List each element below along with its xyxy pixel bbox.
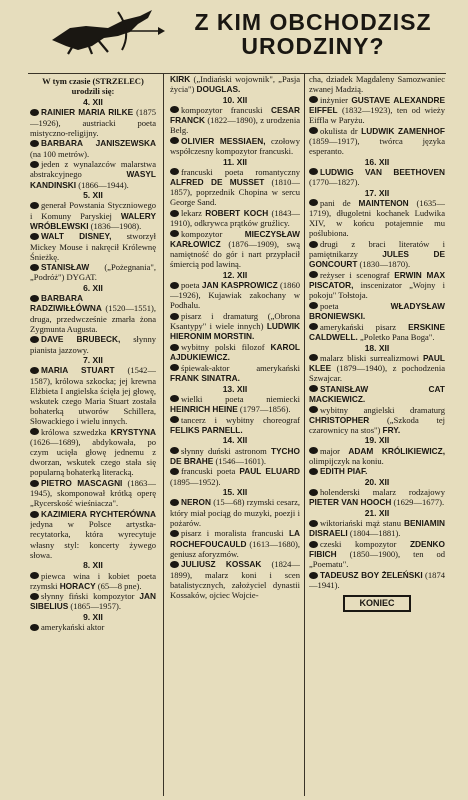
end-label: KONIEC [343, 595, 411, 612]
bullet-icon [309, 354, 318, 361]
entry: STANISŁAW CAT MACKIEWICZ. [309, 383, 445, 404]
date-heading: 15. XII [222, 487, 248, 498]
bullet-icon [170, 364, 179, 371]
entry: pisarz i dramaturg („Obrona Ksantypy" i wiele innych) LUDWIK HIERONIM MORSTIN. [170, 311, 300, 342]
entry: francuski poeta romantyczny ALFRED DE MUSSET (1810—1857), poprzednik Chopina w sercu George Sand. [170, 166, 300, 208]
bullet-icon [30, 511, 39, 518]
entry: OLIVIER MESSIAEN, czołowy współczesny kompozytor francuski. [170, 135, 300, 157]
bullet-icon [170, 447, 179, 454]
entry: słynny fiński kompozytor JAN SIBELIUS (1865—1957). [30, 591, 156, 612]
entry: JULIUSZ KOSSAK (1824—1899), malarz koni i scen batalistycznych, założyciel dynastii Kossaków, ojciec Wojcie- [170, 559, 300, 600]
entry: wielki poeta niemiecki HEINRICH HEINE (1797—1856). [170, 393, 300, 414]
bullet-icon [30, 264, 39, 271]
bullet-icon [170, 416, 179, 423]
archer-sagittarius-icon [48, 6, 166, 56]
bullet-icon [309, 168, 318, 175]
date-heading: 5. XII [83, 190, 103, 201]
entry: generał Powstania Styczniowego i Komuny Paryskiej WALERY WRÓBLEWSKI (1836—1908). [30, 200, 156, 231]
bullet-icon [170, 137, 179, 144]
page-title [178, 10, 448, 58]
date-heading: 21. XII [364, 508, 390, 519]
bullet-icon [309, 385, 318, 392]
date-heading: 6. XII [83, 283, 103, 294]
entry: PIETRO MASCAGNI (1863—1945), skomponował krótką operę „Rycerskość wieśniacza". [30, 478, 156, 509]
title-line-1: Z KIM OBCHODZISZ [194, 9, 432, 35]
entry: LUDWIG VAN BEETHOVEN (1770—1827). [309, 166, 445, 188]
bullet-icon [30, 109, 39, 116]
bullet-icon [170, 561, 179, 568]
bullet-icon [309, 271, 318, 278]
entry: MARIA STUART (1542—1587), królowa szkocka; jej krewna Elżbieta I angielska ścięła jej głowę, wskutek czego Maria Stuart została bohaterką utworów Schillera, Słowackiego i wielu innych. [30, 365, 156, 427]
entry: major ADAM KRÓLIKIEWICZ, olimpijczyk na koniu. [309, 445, 445, 466]
entry: BARBARA JANISZEWSKA (na 100 metrów). [30, 138, 156, 159]
entry: DAVE BRUBECK, słynny pianista jazzowy. [30, 334, 156, 355]
entry: poeta JAN KASPROWICZ (1860—1926), Kujawiak zakochany w Podhalu. [170, 280, 300, 311]
entry: TADEUSZ BOY ŻELEŃSKI (1874—1941). [309, 570, 445, 591]
bullet-icon [170, 468, 179, 475]
bullet-icon [30, 161, 39, 168]
bullet-icon [309, 323, 318, 330]
bullet-icon [30, 428, 39, 435]
entry: królowa szwedzka KRYSTYNA (1626—1689), abdykowała, po czym ucięła głowę jednemu z dworzan, wskutek czego stała się popularną bohaterką literacką. [30, 426, 156, 478]
entry: jeden z wynalazców malarstwa abstrakcyjnego WASYL KANDINSKI (1866—1944). [30, 159, 156, 190]
bullet-icon [309, 96, 318, 103]
entry: słynny duński astronom TYCHO DE BRAHE (1546—1601). [170, 445, 300, 466]
bullet-icon [309, 541, 318, 548]
bullet-icon [170, 168, 179, 175]
bullet-icon [309, 572, 318, 579]
entry: NERON (15—68) rzymski cesarz, który miał pociąg do muzyki, poezji i pożarów. [170, 497, 300, 528]
entry: pisarz i moralista francuski LA ROCHEFOUCAULD (1613—1680), geniusz aforyzmów. [170, 528, 300, 559]
date-heading: 12. XII [222, 269, 248, 280]
bullet-icon [309, 520, 318, 527]
bullet-icon [309, 447, 318, 454]
bullet-icon [30, 336, 39, 343]
bullet-icon [309, 241, 318, 248]
bullet-icon [30, 295, 39, 302]
column-3 [309, 74, 445, 612]
entry: amerykański pisarz ERSKINE CALDWELL. „Poletko Pana Boga". [309, 321, 445, 342]
bullet-icon [30, 233, 39, 240]
bullet-icon [170, 499, 179, 506]
entry: STANISŁAW („Pożegnania", „Podróż") DYGAT. [30, 262, 156, 283]
bullet-icon [30, 367, 39, 374]
bullet-icon [30, 202, 39, 209]
bullet-icon [309, 406, 318, 413]
bullet-icon [170, 106, 179, 113]
entry: EDITH PIAF. [309, 466, 445, 476]
bullet-icon [309, 468, 318, 475]
bullet-icon [30, 140, 39, 147]
intro-text: W tym czasie (STRZELEC) urodzili się: [42, 76, 144, 97]
entry: malarz bliski surrealizmowi PAUL KLEE (1879—1940), z pochodzenia Szwajcar. [309, 352, 445, 384]
column-divider-2 [304, 74, 305, 796]
entry: piewca wina i kobiet poeta rzymski HORACY (65—8 pne). [30, 570, 156, 591]
bullet-icon [170, 210, 179, 217]
entry: reżyser i scenograf ERWIN MAX PISCATOR, inscenizator „Wojny i pokoju" Tołstoja. [309, 269, 445, 301]
date-heading: 4. XII [83, 97, 103, 108]
entry: cha, dziadek Magdaleny Samozwaniec zwanej Madzią. [309, 74, 445, 95]
entry: WALT DISNEY, stworzył Mickey Mouse i nakręcił Królewnę Śnieżkę. [30, 231, 156, 262]
entry: kompozytor francuski CESAR FRANCK (1822—1890), z urodzenia Belg. [170, 104, 300, 136]
bullet-icon [170, 530, 179, 537]
bullet-icon [30, 593, 39, 600]
entry: KIRK („Indiański wojownik", „Pasja życia") DOUGLAS. [170, 74, 300, 95]
date-heading: 17. XII [364, 187, 390, 198]
entry: drugi z braci literatów i pamiętnikarzy JULES DE GONCOURT (1830—1870). [309, 239, 445, 270]
entry: holenderski malarz rodzajowy PIETER VAN HOOCH (1629—1677). [309, 487, 445, 508]
bullet-icon [30, 480, 39, 487]
entry: BARBARA RADZIWIŁŁÓWNA (1520—1551), druga, przedwcześnie zmarła żona Zygmunta Augusta. [30, 293, 156, 334]
bullet-icon [309, 489, 318, 496]
date-heading: 14. XII [222, 435, 248, 446]
date-heading: 10. XII [222, 94, 248, 105]
bullet-icon [309, 127, 318, 134]
bullet-icon [30, 572, 39, 579]
entry: KAZIMIERA RYCHTERÓWNA jedyna w Polsce artystka-recytatorka, która wyrecytuje własny styl: koncerty żywego słowa. [30, 509, 156, 560]
bullet-icon [170, 282, 179, 289]
entry: okulista dr LUDWIK ZAMENHOF (1859—1917), twórca języka esperanto. [309, 125, 445, 157]
date-heading: 19. XII [364, 435, 390, 446]
column-divider-1 [163, 74, 164, 796]
date-heading: 8. XII [83, 560, 103, 571]
entry: czeski kompozytor ZDENKO FIBICH (1850—1900), ten od „Poematu". [309, 539, 445, 570]
bullet-icon [309, 302, 318, 309]
bullet-icon [170, 344, 179, 351]
bullet-icon [170, 230, 179, 237]
column-1 [30, 76, 156, 633]
bullet-icon [170, 395, 179, 402]
entry: lekarz ROBERT KOCH (1843—1910), odkrywca prątków gruźlicy. [170, 208, 300, 229]
date-heading: 9. XII [83, 612, 103, 623]
entry: amerykański aktor [30, 622, 156, 632]
date-heading: 13. XII [222, 383, 248, 394]
date-heading: 20. XII [364, 477, 390, 488]
columns [0, 62, 468, 800]
entry: RAINIER MARIA RILKE (1875—1926), austriacki poeta mistyczno-religijny. [30, 107, 156, 138]
bullet-icon [30, 624, 39, 631]
entry: pani de MAINTENON (1635—1719), długoletni kochanek Ludwika XIV, w końcu potajemnie mu poślubiona. [309, 197, 445, 239]
entry: francuski poeta PAUL ELUARD (1895—1952). [170, 466, 300, 487]
entry: poeta WŁADYSŁAW BRONIEWSKI. [309, 300, 445, 322]
bullet-icon [170, 313, 179, 320]
date-heading: 11. XII [222, 156, 248, 167]
entry: wybitny angielski dramaturg CHRISTOPHER („Szkoda tej czarownicy na stos") FRY. [309, 404, 445, 435]
column-2 [170, 74, 300, 600]
entry: inżynier GUSTAVE ALEXANDRE EIFFEL (1832—1923), ten od wieży Eiffla w Paryżu. [309, 94, 445, 126]
entry: kompozytor MIECZYSŁAW KARŁOWICZ (1876—1909), swą namiętność do gór i nart przypłacił śmiercią pod lawiną. [170, 228, 300, 270]
entry: wiktoriański mąż stanu BENIAMIN DISRAELI (1804—1881). [309, 518, 445, 539]
date-heading: 18. XII [364, 342, 390, 353]
entry: wybitny polski filozof KAROL AJDUKIEWICZ. [170, 342, 300, 363]
title-line-2: URODZINY? [241, 33, 385, 59]
date-heading: 7. XII [83, 355, 103, 366]
entry: tancerz i wybitny choreograf FELIKS PARNELL. [170, 414, 300, 435]
date-heading: 16. XII [364, 156, 390, 167]
bullet-icon [309, 199, 318, 206]
entry: śpiewak-aktor amerykański FRANK SINATRA. [170, 362, 300, 384]
